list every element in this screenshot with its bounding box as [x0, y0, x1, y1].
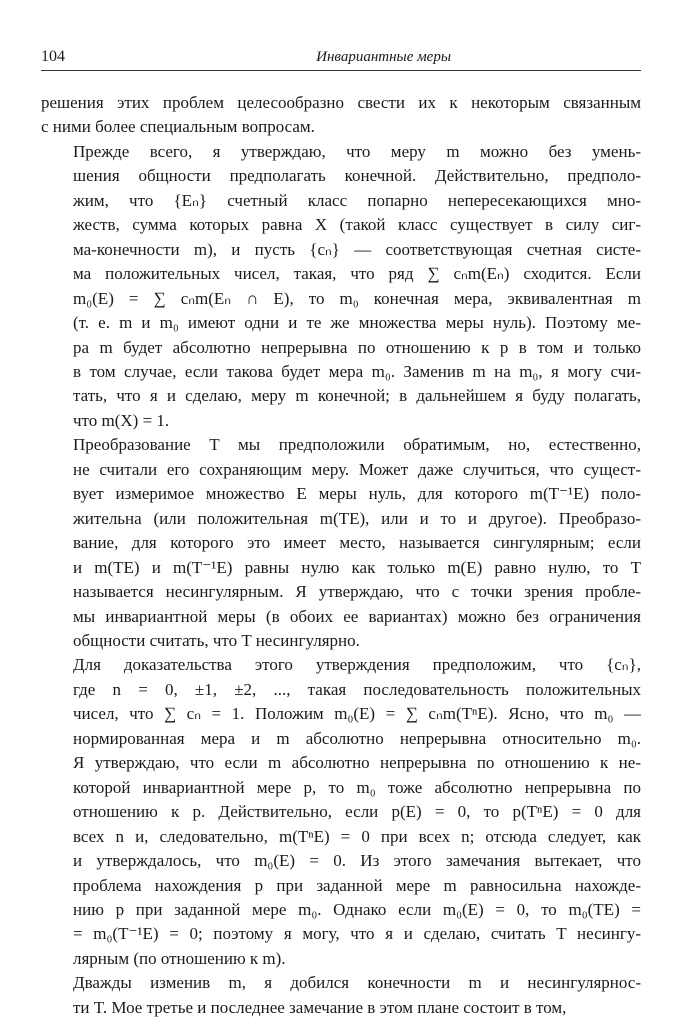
- text-line: Я утверждаю, что если m абсолютно непрерывна по отношению к не-: [73, 753, 641, 773]
- text-line: и m(TE) и m(T⁻¹E) равны нулю как только m(E) равно нулю, то T: [73, 557, 641, 577]
- text-line: мы инвариантной меры (в обоих ее вариантах) можно без ограничения: [73, 606, 641, 626]
- text-line: жеств, сумма которых равна X (такой класс существует в силу сиг-: [73, 215, 641, 235]
- text-line: m₀(E) = ∑ cₙm(Eₙ ∩ E), то m₀ конечная мера, эквивалентная m: [73, 288, 641, 308]
- text-line: с ними более специальным вопросам.: [41, 117, 315, 137]
- paragraph: [41, 433, 641, 653]
- paragraph: [41, 140, 641, 433]
- paragraph: [41, 91, 641, 140]
- text-line: где n = 0, ±1, ±2, ..., такая последовательность положительных: [73, 679, 641, 699]
- text-line: ма-конечности m), и пусть {cₙ} — соответствующая счетная систе-: [73, 239, 641, 259]
- text-line: решения этих проблем целесообразно свести их к некоторым связанным: [41, 93, 641, 112]
- text-line: Преобразование T мы предположили обратимым, но, естественно,: [73, 435, 641, 455]
- paragraph: [41, 971, 641, 1020]
- text-line: Для доказательства этого утверждения предположим, что {cₙ},: [73, 655, 641, 675]
- text-line: жительна (или положительная m(TE), или и то и другое). Преобразо-: [73, 508, 641, 528]
- text-line: вует измеримое множество E меры нуль, для которого m(T⁻¹E) поло-: [73, 484, 641, 504]
- text-line: всех n и, следовательно, m(TⁿE) = 0 при всех n; отсюда следует, как: [73, 826, 641, 846]
- text-line: общности считать, что T несингулярно.: [73, 630, 360, 650]
- text-line: жим, что {Eₙ} счетный класс попарно непересекающихся мно-: [73, 190, 641, 210]
- text-line: ти T. Мое третье и последнее замечание в этом плане состоит в том,: [73, 997, 567, 1017]
- text-line: чисел, что ∑ cₙ = 1. Положим m₀(E) = ∑ cₙm(TⁿE). Ясно, что m₀ —: [73, 704, 641, 724]
- text-line: Дважды изменив m, я добился конечности m и несингулярнос-: [73, 973, 641, 993]
- text-line: шения общности предполагать конечной. Действительно, предполо-: [73, 166, 641, 186]
- text-line: лярным (по отношению к m).: [73, 948, 286, 968]
- page-number: 104: [41, 48, 65, 65]
- text-line: которой инвариантной мере p, то m₀ тоже абсолютно непрерывна по: [73, 777, 641, 797]
- text-line: тать, что я и сделаю, меру m конечной; в дальнейшем я буду полагать,: [73, 386, 641, 406]
- text-line: ма положительных чисел, такая, что ряд ∑ cₙm(Eₙ) сходится. Если: [73, 264, 641, 284]
- running-head: [41, 48, 641, 71]
- body-text: [41, 91, 641, 1020]
- text-line: не считали его сохраняющим меру. Может даже случиться, что сущест-: [73, 459, 641, 479]
- text-line: нормированная мера и m абсолютно непрерывна относительно m₀.: [73, 728, 641, 748]
- running-title: Инвариантные меры: [316, 49, 451, 65]
- text-line: и утверждалось, что m₀(E) = 0. Из этого замечания вытекает, что: [73, 851, 641, 871]
- text-line: отношению к p. Действительно, если p(E) = 0, то p(TⁿE) = 0 для: [73, 802, 641, 822]
- text-line: = m₀(T⁻¹E) = 0; поэтому я могу, что я и сделаю, считать T несингу-: [73, 924, 641, 944]
- text-line: называется несингулярным. Я утверждаю, что с точки зрения пробле-: [73, 582, 641, 602]
- book-page: [41, 48, 641, 1020]
- text-line: в том случае, если такова будет мера m₀. Заменив m на m₀, я могу счи-: [73, 361, 641, 381]
- text-line: проблема нахождения p при заданной мере m равносильна нахожде-: [73, 875, 641, 895]
- text-line: вание, для которого это имеет место, называется сингулярным; если: [73, 533, 641, 553]
- text-line: ра m будет абсолютно непрерывна по отношению к p в том и только: [73, 337, 641, 357]
- paragraph: [41, 653, 641, 971]
- text-line: Прежде всего, я утверждаю, что меру m можно без умень-: [73, 141, 641, 161]
- text-line: что m(X) = 1.: [73, 410, 170, 430]
- text-line: (т. е. m и m₀ имеют одни и те же множества меры нуль). Поэтому ме-: [73, 313, 641, 333]
- text-line: нию p при заданной мере m₀. Однако если m₀(E) = 0, то m₀(TE) =: [73, 899, 641, 919]
